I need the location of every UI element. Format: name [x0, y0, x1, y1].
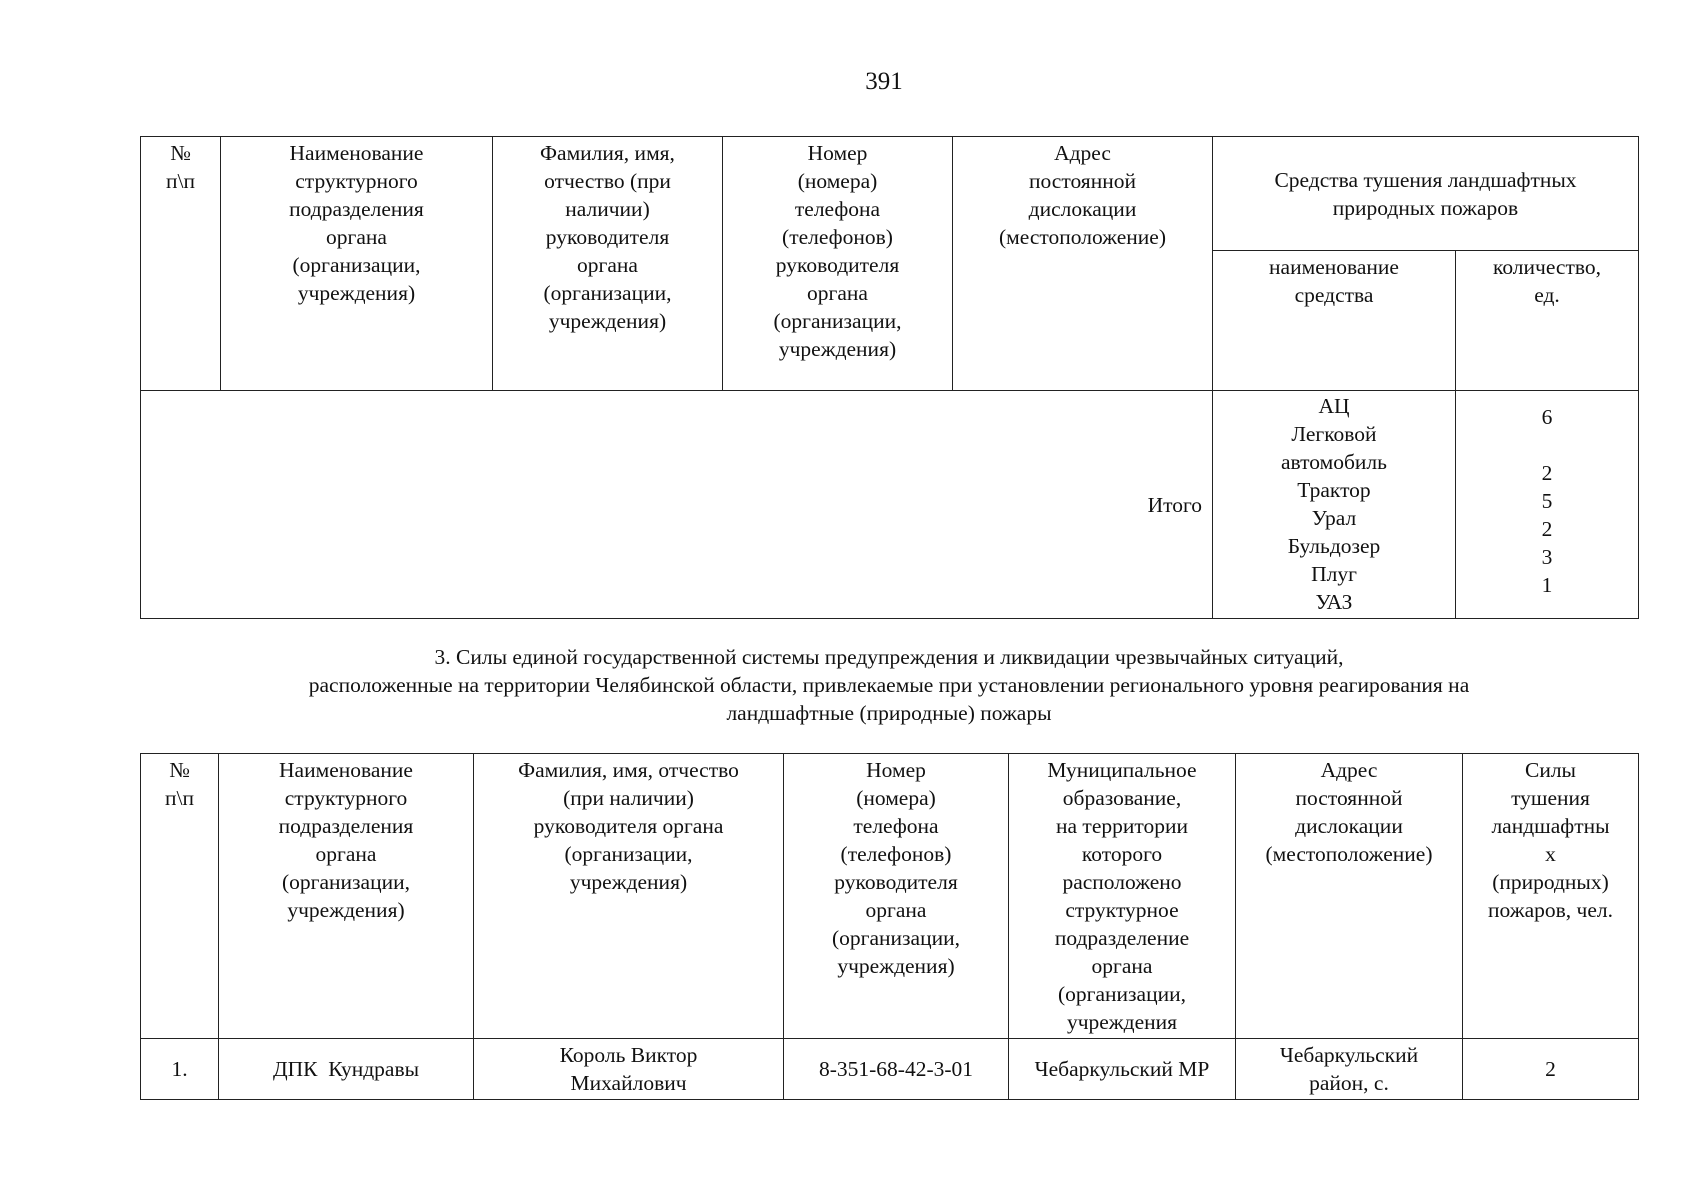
row-forces: 2 — [1463, 1039, 1639, 1100]
header-head-name: Фамилия, имя, отчество (при наличии) руководителя органа (организации, учреждения) — [493, 137, 723, 391]
t2-header-forces: Силы тушения ландшафтны х (природных) пожаров, чел. — [1463, 754, 1639, 1039]
fire-equipment-table — [140, 136, 1639, 619]
t2-header-subdivision: Наименование структурного подразделения органа (организации, учреждения) — [219, 754, 474, 1039]
row-address: Чебаркульский район, с. — [1236, 1039, 1463, 1100]
header-subdivision: Наименование структурного подразделения органа (организации, учреждения) — [221, 137, 493, 391]
header-num: № п\п — [141, 137, 221, 391]
row-subdivision: ДПК Кундравы — [219, 1039, 474, 1100]
t2-header-municipality: Муниципальное образование, на территории которого расположено структурное подразделение органа (организации, учреждения — [1009, 754, 1236, 1039]
t2-header-phone: Номер (номера) телефона (телефонов) руководителя органа (организации, учреждения) — [784, 754, 1009, 1039]
row-municipality: Чебаркульский МР — [1009, 1039, 1236, 1100]
row-head-name: Король Виктор Михайлович — [474, 1039, 784, 1100]
header-equipment-qty: количество, ед. — [1456, 251, 1639, 391]
header-equipment-group: Средства тушения ландшафтных природных пожаров — [1213, 137, 1639, 251]
total-label: Итого — [141, 391, 1213, 619]
page-number: 391 — [865, 68, 903, 95]
total-equipment-names: АЦ Легковой автомобиль Трактор Урал Бульдозер Плуг УАЗ — [1213, 391, 1456, 619]
emergency-forces-table — [140, 753, 1639, 1100]
t2-header-address: Адрес постоянной дислокации (местоположение) — [1236, 754, 1463, 1039]
header-address: Адрес постоянной дислокации (местоположение) — [953, 137, 1213, 391]
header-phone: Номер (номера) телефона (телефонов) руководителя органа (организации, учреждения) — [723, 137, 953, 391]
row-num: 1. — [141, 1039, 219, 1100]
t2-header-num: № п\п — [141, 754, 219, 1039]
t2-header-head-name: Фамилия, имя, отчество (при наличии) руководителя органа (организации, учреждения) — [474, 754, 784, 1039]
row-phone: 8-351-68-42-3-01 — [784, 1039, 1009, 1100]
total-equipment-qty: 6 2 5 2 3 1 — [1456, 391, 1639, 619]
section-title: 3. Силы единой государственной системы предупреждения и ликвидации чрезвычайных ситуаций, расположенные на территории Челябинской области, привлекаемые при установлении регионального уровня реагирования на ландшафтные (природные) пожары — [308, 645, 1470, 725]
header-equipment-name: наименование средства — [1213, 251, 1456, 391]
table-row — [141, 1039, 1639, 1100]
